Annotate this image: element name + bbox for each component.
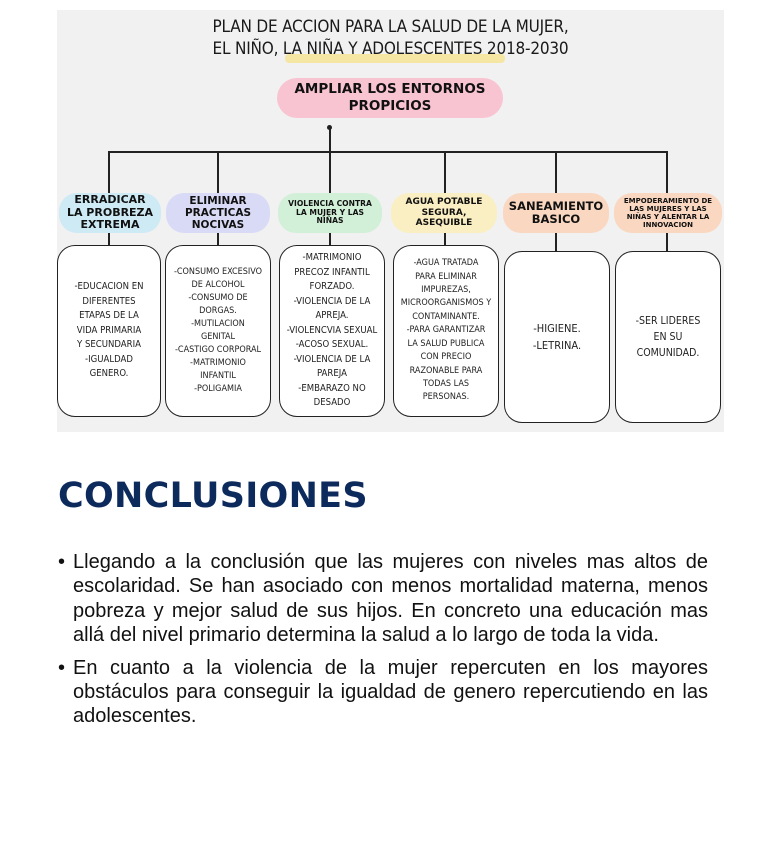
bullet-marker: • [58,656,66,679]
category-6-items: -SER LIDERES EN SU COMUNIDAD. [615,251,721,423]
root-connector [329,128,331,151]
category-5: SANEAMIENTO BASICO [503,193,609,233]
diagram-title-line1: PLAN DE ACCION PARA LA SALUD DE LA MUJER, [212,17,569,37]
item-connector-3 [329,233,331,245]
item-connector-2 [217,233,219,245]
item-connector-6 [666,233,668,251]
branch-drop-4 [444,151,446,193]
category-5-items: -HIGIENE. -LETRINA. [504,251,610,423]
branch-drop-3 [329,151,331,193]
conclusions-list [58,550,708,737]
diagram-title-line2: EL NIÑO, LA NIÑA Y ADOLESCENTES 2018-2030 [212,39,569,59]
conclusion-text-1: Llegando a la conclusión que las mujeres con niveles mas altos de escolaridad. Se han asociado con menos mortalidad materna, menos pobreza y mejor salud de sus hijos. En concreto una educación mas allá del nivel primario determina la salud a lo largo de toda la vida. [73,551,708,647]
category-1: ERRADICAR LA PROBREZA EXTREMA [59,193,161,233]
category-1-items: -EDUCACION EN DIFERENTES ETAPAS DE LA VIDA PRIMARIA Y SECUNDARIA -IGUALDAD GENERO. [57,245,161,417]
conclusions-heading: CONCLUSIONES [58,476,368,516]
conclusion-item-1 [58,550,708,648]
item-connector-5 [555,233,557,251]
branch-line [108,151,666,153]
category-2: ELIMINAR PRACTICAS NOCIVAS [166,193,270,233]
branch-drop-5 [555,151,557,193]
category-3-items: -MATRIMONIO PRECOZ INFANTIL FORZADO. -VIOLENCIA DE LA APREJA. -VIOLENCVIA SEXUAL -ACOSO SEXUAL. -VIOLENCIA DE LA PAREJA -EMBARAZO NO DESADO [279,245,385,417]
root-connector-dot [327,125,332,130]
item-connector-1 [108,233,110,245]
category-2-items: -CONSUMO EXCESIVO DE ALCOHOL -CONSUMO DE DORGAS. -MUTILACION GENITAL -CASTIGO CORPORAL -MATRIMONIO INFANTIL -POLIGAMIA [165,245,271,417]
item-connector-4 [444,233,446,245]
bullet-marker: • [58,551,66,573]
conclusion-text-2: En cuanto a la violencia de la mujer repercuten en los mayores obstáculos para conseguir la igualdad de genero repercutiendo en las adolescentes. [73,656,708,728]
root-node: AMPLIAR LOS ENTORNOS PROPICIOS [277,78,503,118]
branch-drop-2 [217,151,219,193]
conclusion-item-2 [58,656,708,729]
category-3: VIOLENCIA CONTRA LA MUJER Y LAS NIÑAS [278,193,382,233]
action-plan-diagram [57,10,724,432]
category-4-items: -AGUA TRATADA PARA ELIMINAR IMPUREZAS, MICROORGANISMOS Y CONTAMINANTE. -PARA GARANTIZAR LA SALUD PUBLICA CON PRECIO RAZONABLE PARA TODAS LAS PERSONAS. [393,245,499,417]
branch-drop-1 [108,151,110,193]
branch-drop-6 [666,151,668,193]
category-4: AGUA POTABLE SEGURA, ASEQUIBLE [391,193,497,233]
category-6: EMPODERAMIENTO DE LAS MUJERES Y LAS NIÑAS Y ALENTAR LA INNOVACION [614,193,722,233]
